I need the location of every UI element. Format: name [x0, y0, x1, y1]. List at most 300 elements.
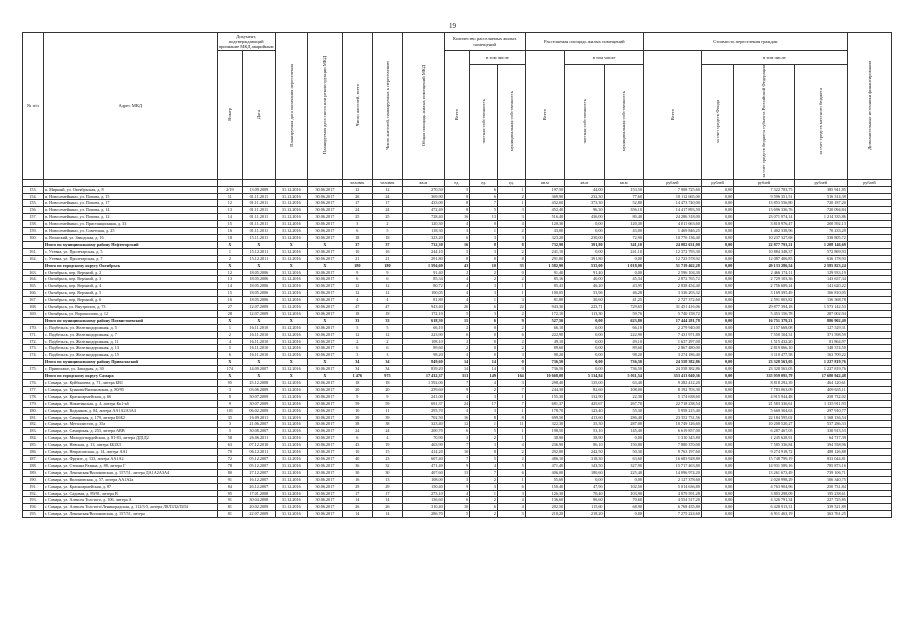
- table-cell: 13 696 336,76: [734, 207, 794, 214]
- unit-cell: ед.: [470, 179, 498, 186]
- table-cell: 12: [217, 200, 242, 207]
- table-cell: 10 208 520,27: [734, 421, 794, 428]
- table-cell: 222,90: [604, 331, 643, 338]
- table-cell: 8: [497, 414, 525, 421]
- table-cell: 30.06.2017: [308, 221, 343, 228]
- table-cell: 81,80: [402, 297, 444, 304]
- unit-cell: рублей: [794, 179, 847, 186]
- table-cell: 166.: [23, 290, 44, 297]
- table-cell: [847, 504, 891, 511]
- table-cell: 173.: [23, 345, 44, 352]
- table-cell: 6: [342, 228, 372, 235]
- header-cost-subject: за счет средств бюджета субъекта Российской Федерации: [761, 65, 767, 178]
- table-cell: 98,20: [525, 352, 564, 359]
- unit-cell: [23, 179, 44, 186]
- table-cell: 0,00: [701, 297, 733, 304]
- table-cell: 3 810 976,47: [734, 221, 794, 228]
- table-cell: 01.11.2011: [243, 193, 275, 200]
- table-cell: 195.: [23, 511, 44, 518]
- table-cell: 369,90: [402, 193, 444, 200]
- table-cell: 33: [497, 262, 525, 269]
- address-cell: г. Самара, ул. Никитинская, д. 4, литера Кк1-к6: [43, 400, 217, 407]
- table-cell: 0,00: [701, 407, 733, 414]
- table-cell: 2: [444, 269, 469, 276]
- table-cell: 10: [444, 504, 469, 511]
- table-cell: 30.06.2017: [308, 338, 343, 345]
- address-cell: п. Новосемейкино, ул. Пристанционная, д. 33: [43, 221, 217, 228]
- table-cell: 2 585 823,24: [794, 262, 847, 269]
- table-cell: [847, 228, 891, 235]
- table-cell: 463,90: [402, 442, 444, 449]
- unit-cell: ед.: [497, 179, 525, 186]
- table-cell: 3: [497, 352, 525, 359]
- table-cell: 7 431 971,80: [643, 331, 701, 338]
- table-cell: 3: [342, 221, 372, 228]
- table-cell: 98,20: [402, 352, 444, 359]
- table-cell: 16 683 928,80: [643, 455, 701, 462]
- table-cell: 18.05.2006: [243, 283, 275, 290]
- table-cell: 10 749 126,60: [643, 421, 701, 428]
- address-cell: с. Подбельск, ул. Железнодорожная, д. 11: [43, 338, 217, 345]
- table-cell: 833 044,81: [794, 455, 847, 462]
- table-cell: 785 873,16: [794, 462, 847, 469]
- table-cell: 1: [497, 186, 525, 193]
- table-cell: 432,60: [525, 200, 564, 207]
- table-cell: 179.: [23, 400, 44, 407]
- table-cell: 3: [470, 290, 498, 297]
- table-cell: 1 402 338,96: [734, 228, 794, 235]
- table-cell: 0,00: [565, 248, 604, 255]
- table-cell: 15: [444, 317, 469, 324]
- table-cell: 14 417 893,50: [643, 207, 701, 214]
- table-row: [23, 414, 892, 421]
- table-cell: 01.11.2011: [243, 221, 275, 228]
- table-cell: 1 168 136,54: [794, 414, 847, 421]
- table-cell: 0,00: [565, 317, 604, 324]
- table-cell: 0,00: [701, 490, 733, 497]
- table-cell: 6: [342, 276, 372, 283]
- address-cell: г. Самара, ул. Красноармейская, д. 87: [43, 483, 217, 490]
- table-cell: 12 723 578,92: [643, 255, 701, 262]
- table-cell: [847, 352, 891, 359]
- table-cell: [847, 428, 891, 435]
- table-cell: 6: [444, 234, 469, 241]
- table-cell: 0,00: [701, 193, 733, 200]
- table-cell: 2: [372, 221, 402, 228]
- table-cell: 43: [444, 262, 469, 269]
- table-cell: 2: [470, 435, 498, 442]
- table-row: [23, 504, 892, 511]
- table-cell: 3: [444, 228, 469, 235]
- table-cell: 3: [497, 511, 525, 518]
- table-cell: 14: [342, 497, 372, 504]
- table-cell: 30.07.2009: [243, 393, 275, 400]
- table-cell: 10: [342, 407, 372, 414]
- table-cell: 535,00: [565, 262, 604, 269]
- table-cell: 0,00: [701, 248, 733, 255]
- table-cell: 5 453 156,78: [734, 310, 794, 317]
- table-cell: 22,30: [604, 393, 643, 400]
- table-cell: 1 515 432,20: [734, 338, 794, 345]
- table-cell: 171.: [23, 331, 44, 338]
- header-doc-number: Номер: [227, 107, 233, 121]
- table-cell: 4: [372, 435, 402, 442]
- table-cell: 30.06.2017: [308, 331, 343, 338]
- table-cell: 52,80: [604, 200, 643, 207]
- table-cell: 123,40: [565, 407, 604, 414]
- table-cell: 29 877 394,18: [734, 304, 794, 311]
- table-cell: 30.06.2017: [308, 345, 343, 352]
- table-row: [23, 407, 892, 414]
- table-cell: 3 274 186,40: [643, 352, 701, 359]
- table-cell: 174: [217, 366, 242, 373]
- table-cell: 0,00: [701, 269, 733, 276]
- table-cell: 4: [444, 290, 469, 297]
- table-cell: 2: [497, 248, 525, 255]
- table-cell: 9: [217, 400, 242, 407]
- table-cell: 38,90: [525, 435, 564, 442]
- table-cell: 190.: [23, 476, 44, 483]
- table-cell: [847, 442, 891, 449]
- table-cell: 1 573 142,53: [794, 304, 847, 311]
- table-cell: 162.: [23, 255, 44, 262]
- table-cell: 16.11.2010: [243, 345, 275, 352]
- table-cell: 118,30: [402, 228, 444, 235]
- table-cell: 86,10: [565, 442, 604, 449]
- table-cell: 538 805,72: [794, 234, 847, 241]
- table-cell: 452,40: [525, 207, 564, 214]
- table-cell: 327,90: [604, 462, 643, 469]
- address-cell: г. Самара, ул. Вилоновская, д. 57, литера АА1А2а: [43, 476, 217, 483]
- table-cell: 13: [444, 469, 469, 476]
- table-cell: 1 227 819,76: [794, 366, 847, 373]
- table-cell: 6: [444, 428, 469, 435]
- table-cell: 177.: [23, 386, 44, 393]
- table-cell: 18: [372, 380, 402, 387]
- table-cell: 4: [217, 338, 242, 345]
- table-cell: 3 803 298,09: [734, 490, 794, 497]
- table-cell: 28: [217, 310, 242, 317]
- address-cell: г. Самара, ул. Молодогвардейская, д. 81-83, литера ДД1Д2: [43, 435, 217, 442]
- table-cell: 12: [444, 421, 469, 428]
- table-cell: 516 314,39: [794, 193, 847, 200]
- subtotal-row: [23, 373, 892, 380]
- table-cell: 30.06.2017: [308, 352, 343, 359]
- table-cell: 16.11.2010: [243, 324, 275, 331]
- table-cell: 736,50: [525, 366, 564, 373]
- table-cell: 16: [444, 241, 469, 248]
- table-cell: 2 591 003,82: [734, 297, 794, 304]
- table-cell: 26: [372, 504, 402, 511]
- table-cell: 5: [217, 345, 242, 352]
- table-cell: 185.: [23, 442, 44, 449]
- table-cell: 17: [342, 200, 372, 207]
- table-cell: 13: [470, 214, 498, 221]
- table-cell: 18: [342, 234, 372, 241]
- table-cell: 9 763 197,60: [643, 449, 701, 456]
- table-cell: 30.07.2009: [243, 400, 275, 407]
- table-cell: 286,40: [604, 414, 643, 421]
- unit-cell: рублей: [643, 179, 701, 186]
- table-cell: 339 521,89: [794, 504, 847, 511]
- table-cell: 736,50: [604, 359, 643, 366]
- header-qty-group: Количество расселяемых жилых помещений: [444, 33, 525, 51]
- table-cell: 488 126,88: [794, 449, 847, 456]
- table-cell: 3: [470, 407, 498, 414]
- table-cell: 166 810,05: [794, 290, 847, 297]
- address-cell: г. Октябрьск, ул. Внутрипоп, д. 73: [43, 304, 217, 311]
- table-cell: 736,50: [525, 359, 564, 366]
- table-cell: 244,10: [402, 248, 444, 255]
- table-cell: 6 619 857,00: [643, 428, 701, 435]
- table-cell: 0: [470, 221, 498, 228]
- table-cell: 8: [444, 207, 469, 214]
- table-cell: X: [275, 262, 307, 269]
- table-cell: 218,20: [525, 511, 564, 518]
- table-cell: [847, 407, 891, 414]
- table-cell: [23, 262, 44, 269]
- table-cell: 0,00: [701, 483, 733, 490]
- table-cell: 0: [470, 331, 498, 338]
- table-cell: [847, 366, 891, 373]
- table-cell: 164: [497, 373, 525, 380]
- table-cell: 471,40: [402, 462, 444, 469]
- table-cell: 189.: [23, 469, 44, 476]
- table-cell: 35,30: [565, 421, 604, 428]
- table-row: [23, 221, 892, 228]
- table-cell: 464 120,61: [794, 380, 847, 387]
- table-cell: 96,30: [565, 207, 604, 214]
- table-cell: 198,50: [525, 428, 564, 435]
- table-cell: 2: [497, 345, 525, 352]
- table-cell: 89,60: [402, 345, 444, 352]
- table-cell: 6: [470, 504, 498, 511]
- subtotal-row: [23, 359, 892, 366]
- table-cell: 2: [470, 476, 498, 483]
- table-cell: 24 558 382,86: [643, 359, 701, 366]
- table-row: [23, 276, 892, 283]
- table-cell: 9: [444, 483, 469, 490]
- table-cell: 106 340,75: [794, 476, 847, 483]
- table-cell: 2 867 480,00: [643, 345, 701, 352]
- table-cell: 318,30: [565, 455, 604, 462]
- address-cell: г. Самара, ул. Садовая, д. 89/91, литера В: [43, 490, 217, 497]
- table-row: [23, 442, 892, 449]
- table-cell: X: [308, 262, 343, 269]
- table-cell: 1: [497, 435, 525, 442]
- table-cell: 31.12.2016: [275, 193, 307, 200]
- table-cell: [23, 359, 44, 366]
- table-cell: [847, 297, 891, 304]
- table-cell: 2: [497, 310, 525, 317]
- table-cell: 4: [497, 221, 525, 228]
- table-cell: 06.12.2011: [243, 449, 275, 456]
- table-cell: 1 214 335,86: [794, 214, 847, 221]
- table-cell: 157.: [23, 214, 44, 221]
- table-cell: 24: [372, 193, 402, 200]
- table-cell: 30.06.2017: [308, 297, 343, 304]
- table-cell: 14 473 740,00: [643, 200, 701, 207]
- table-cell: 0: [497, 359, 525, 366]
- table-cell: 1: [470, 421, 498, 428]
- table-cell: 298,40: [525, 380, 564, 387]
- table-cell: 7: [444, 442, 469, 449]
- table-cell: [847, 511, 891, 518]
- table-cell: 30.06.2017: [308, 248, 343, 255]
- table-cell: [847, 234, 891, 241]
- table-cell: 11: [372, 407, 402, 414]
- table-cell: 4: [470, 462, 498, 469]
- table-cell: 12: [372, 186, 402, 193]
- table-cell: 120,30: [604, 221, 643, 228]
- table-cell: 31.12.2016: [275, 304, 307, 311]
- table-cell: 41,25: [604, 297, 643, 304]
- table-cell: 14 931 589,16: [734, 462, 794, 469]
- table-cell: 3: [470, 283, 498, 290]
- table-cell: 5 174 638,60: [643, 393, 701, 400]
- header-area-including: в том числе: [565, 51, 644, 65]
- address-cell: г. Самара, ул. Самарская, д. 179, литера Б6Б2: [43, 414, 217, 421]
- table-cell: [847, 241, 891, 248]
- table-cell: 8 192 703,30: [643, 386, 701, 393]
- header-cost-local: за счет средств местного бюджета: [818, 87, 824, 155]
- table-cell: 77,60: [604, 193, 643, 200]
- table-cell: 21.06.2007: [243, 421, 275, 428]
- table-row: [23, 428, 892, 435]
- table-cell: 691,37: [402, 400, 444, 407]
- address-cell: г. Самара, ул. Ленинская/Вилоновская, д. 157/51, литера ДА1А2А3А4: [43, 469, 217, 476]
- table-cell: 0,00: [565, 345, 604, 352]
- address-cell: г. Самара, ул. Металлистов, д. 35а: [43, 421, 217, 428]
- table-cell: 30.06.2017: [308, 386, 343, 393]
- table-cell: 8: [470, 241, 498, 248]
- table-cell: 0,00: [701, 497, 733, 504]
- table-cell: 100,05: [402, 290, 444, 297]
- table-cell: 45,34: [604, 276, 643, 283]
- table-cell: 26: [444, 304, 469, 311]
- table-row: [23, 497, 892, 504]
- unit-cell: [275, 179, 307, 186]
- table-cell: 943,30: [525, 304, 564, 311]
- table-cell: 01.11.2011: [243, 214, 275, 221]
- table-cell: 30.06.2017: [308, 214, 343, 221]
- table-cell: 9 282 412,20: [643, 380, 701, 387]
- table-cell: 82,60: [565, 386, 604, 393]
- table-cell: 31.12.2016: [275, 297, 307, 304]
- resettlement-table: [22, 32, 892, 518]
- table-cell: 0,00: [701, 511, 733, 518]
- table-cell: 4 079 591,28: [643, 490, 701, 497]
- table-cell: 259,60: [402, 386, 444, 393]
- table-cell: 2: [497, 193, 525, 200]
- table-cell: 31.12.2016: [275, 207, 307, 214]
- table-cell: 1: [217, 324, 242, 331]
- table-cell: 136,60: [525, 497, 564, 504]
- address-cell: г. Самара, ул. Степана Разина, д. 88, литера Г: [43, 462, 217, 469]
- table-cell: 681,37: [525, 400, 564, 407]
- table-cell: 30.06.2017: [308, 476, 343, 483]
- table-cell: X: [243, 241, 275, 248]
- table-cell: 38,90: [565, 435, 604, 442]
- table-cell: 30.06.2017: [308, 324, 343, 331]
- table-cell: 30.06.2017: [308, 366, 343, 373]
- address-cell: г. Октябрьск, пер. Верхний, д. 6: [43, 297, 217, 304]
- table-cell: X: [275, 317, 307, 324]
- table-cell: 80,40: [604, 214, 643, 221]
- table-cell: 5: [444, 186, 469, 193]
- table-cell: 10 776 136,40: [643, 234, 701, 241]
- table-cell: 72,90: [604, 234, 643, 241]
- table-cell: 153,50: [604, 186, 643, 193]
- unit-cell: рублей: [701, 179, 733, 186]
- table-cell: 8: [217, 393, 242, 400]
- table-cell: X: [243, 317, 275, 324]
- table-cell: 33: [372, 317, 402, 324]
- table-cell: 15.11.2011: [243, 234, 275, 241]
- table-cell: 9: [342, 269, 372, 276]
- table-cell: 4: [497, 497, 525, 504]
- table-cell: 0,00: [701, 380, 733, 387]
- address-cell: п. Новосемейкино, ул. Советская, д. 25: [43, 228, 217, 235]
- table-cell: [847, 193, 891, 200]
- table-cell: 12 087 406,85: [734, 255, 794, 262]
- table-cell: [847, 400, 891, 407]
- table-cell: [847, 304, 891, 311]
- table-cell: 241,00: [402, 393, 444, 400]
- table-cell: 31.12.2016: [275, 276, 307, 283]
- table-cell: [847, 483, 891, 490]
- table-cell: 4: [444, 276, 469, 283]
- table-cell: 313: [444, 373, 469, 380]
- table-cell: 2: [470, 276, 498, 283]
- table-cell: 200,70: [402, 428, 444, 435]
- table-cell: 108,00: [402, 476, 444, 483]
- address-cell: с. Подбельск, ул. Железнодорожная, д. 7: [43, 331, 217, 338]
- table-cell: 0,00: [701, 241, 733, 248]
- table-cell: 0,00: [701, 262, 733, 269]
- table-cell: 59,76: [604, 310, 643, 317]
- table-cell: 53,96: [565, 290, 604, 297]
- table-cell: 31.12.2016: [275, 380, 307, 387]
- table-cell: 68,90: [604, 504, 643, 511]
- address-cell: г. Самара, ул. Алексея Толстого, д. 106, литера А: [43, 497, 217, 504]
- table-cell: [23, 317, 44, 324]
- table-cell: 30.06.2017: [308, 400, 343, 407]
- address-cell: п. Новосемейкино, ул. Попова, д. 15: [43, 193, 217, 200]
- table-cell: 70,60: [604, 497, 643, 504]
- table-cell: 1 208 146,69: [794, 241, 847, 248]
- table-cell: 0,00: [565, 366, 604, 373]
- header-qty-municipal: муниципальная собственность: [508, 91, 514, 152]
- table-cell: 47: [342, 304, 372, 311]
- table-cell: 1 637 297,00: [643, 338, 701, 345]
- table-cell: X: [243, 373, 275, 380]
- table-cell: 15 748 799,19: [734, 455, 794, 462]
- table-cell: 161.: [23, 248, 44, 255]
- table-cell: [847, 269, 891, 276]
- header-residents-plan: Число жителей, планируемых к переселению: [384, 60, 390, 150]
- table-cell: [847, 373, 891, 380]
- table-cell: 80,72: [402, 283, 444, 290]
- table-cell: 471,40: [525, 462, 564, 469]
- table-row: [23, 345, 892, 352]
- table-cell: 01.11.2011: [243, 200, 275, 207]
- table-cell: 433,00: [402, 200, 444, 207]
- table-cell: 59: [342, 400, 372, 407]
- table-cell: 4: [444, 490, 469, 497]
- table-row: [23, 462, 892, 469]
- table-cell: 31.12.2016: [275, 511, 307, 518]
